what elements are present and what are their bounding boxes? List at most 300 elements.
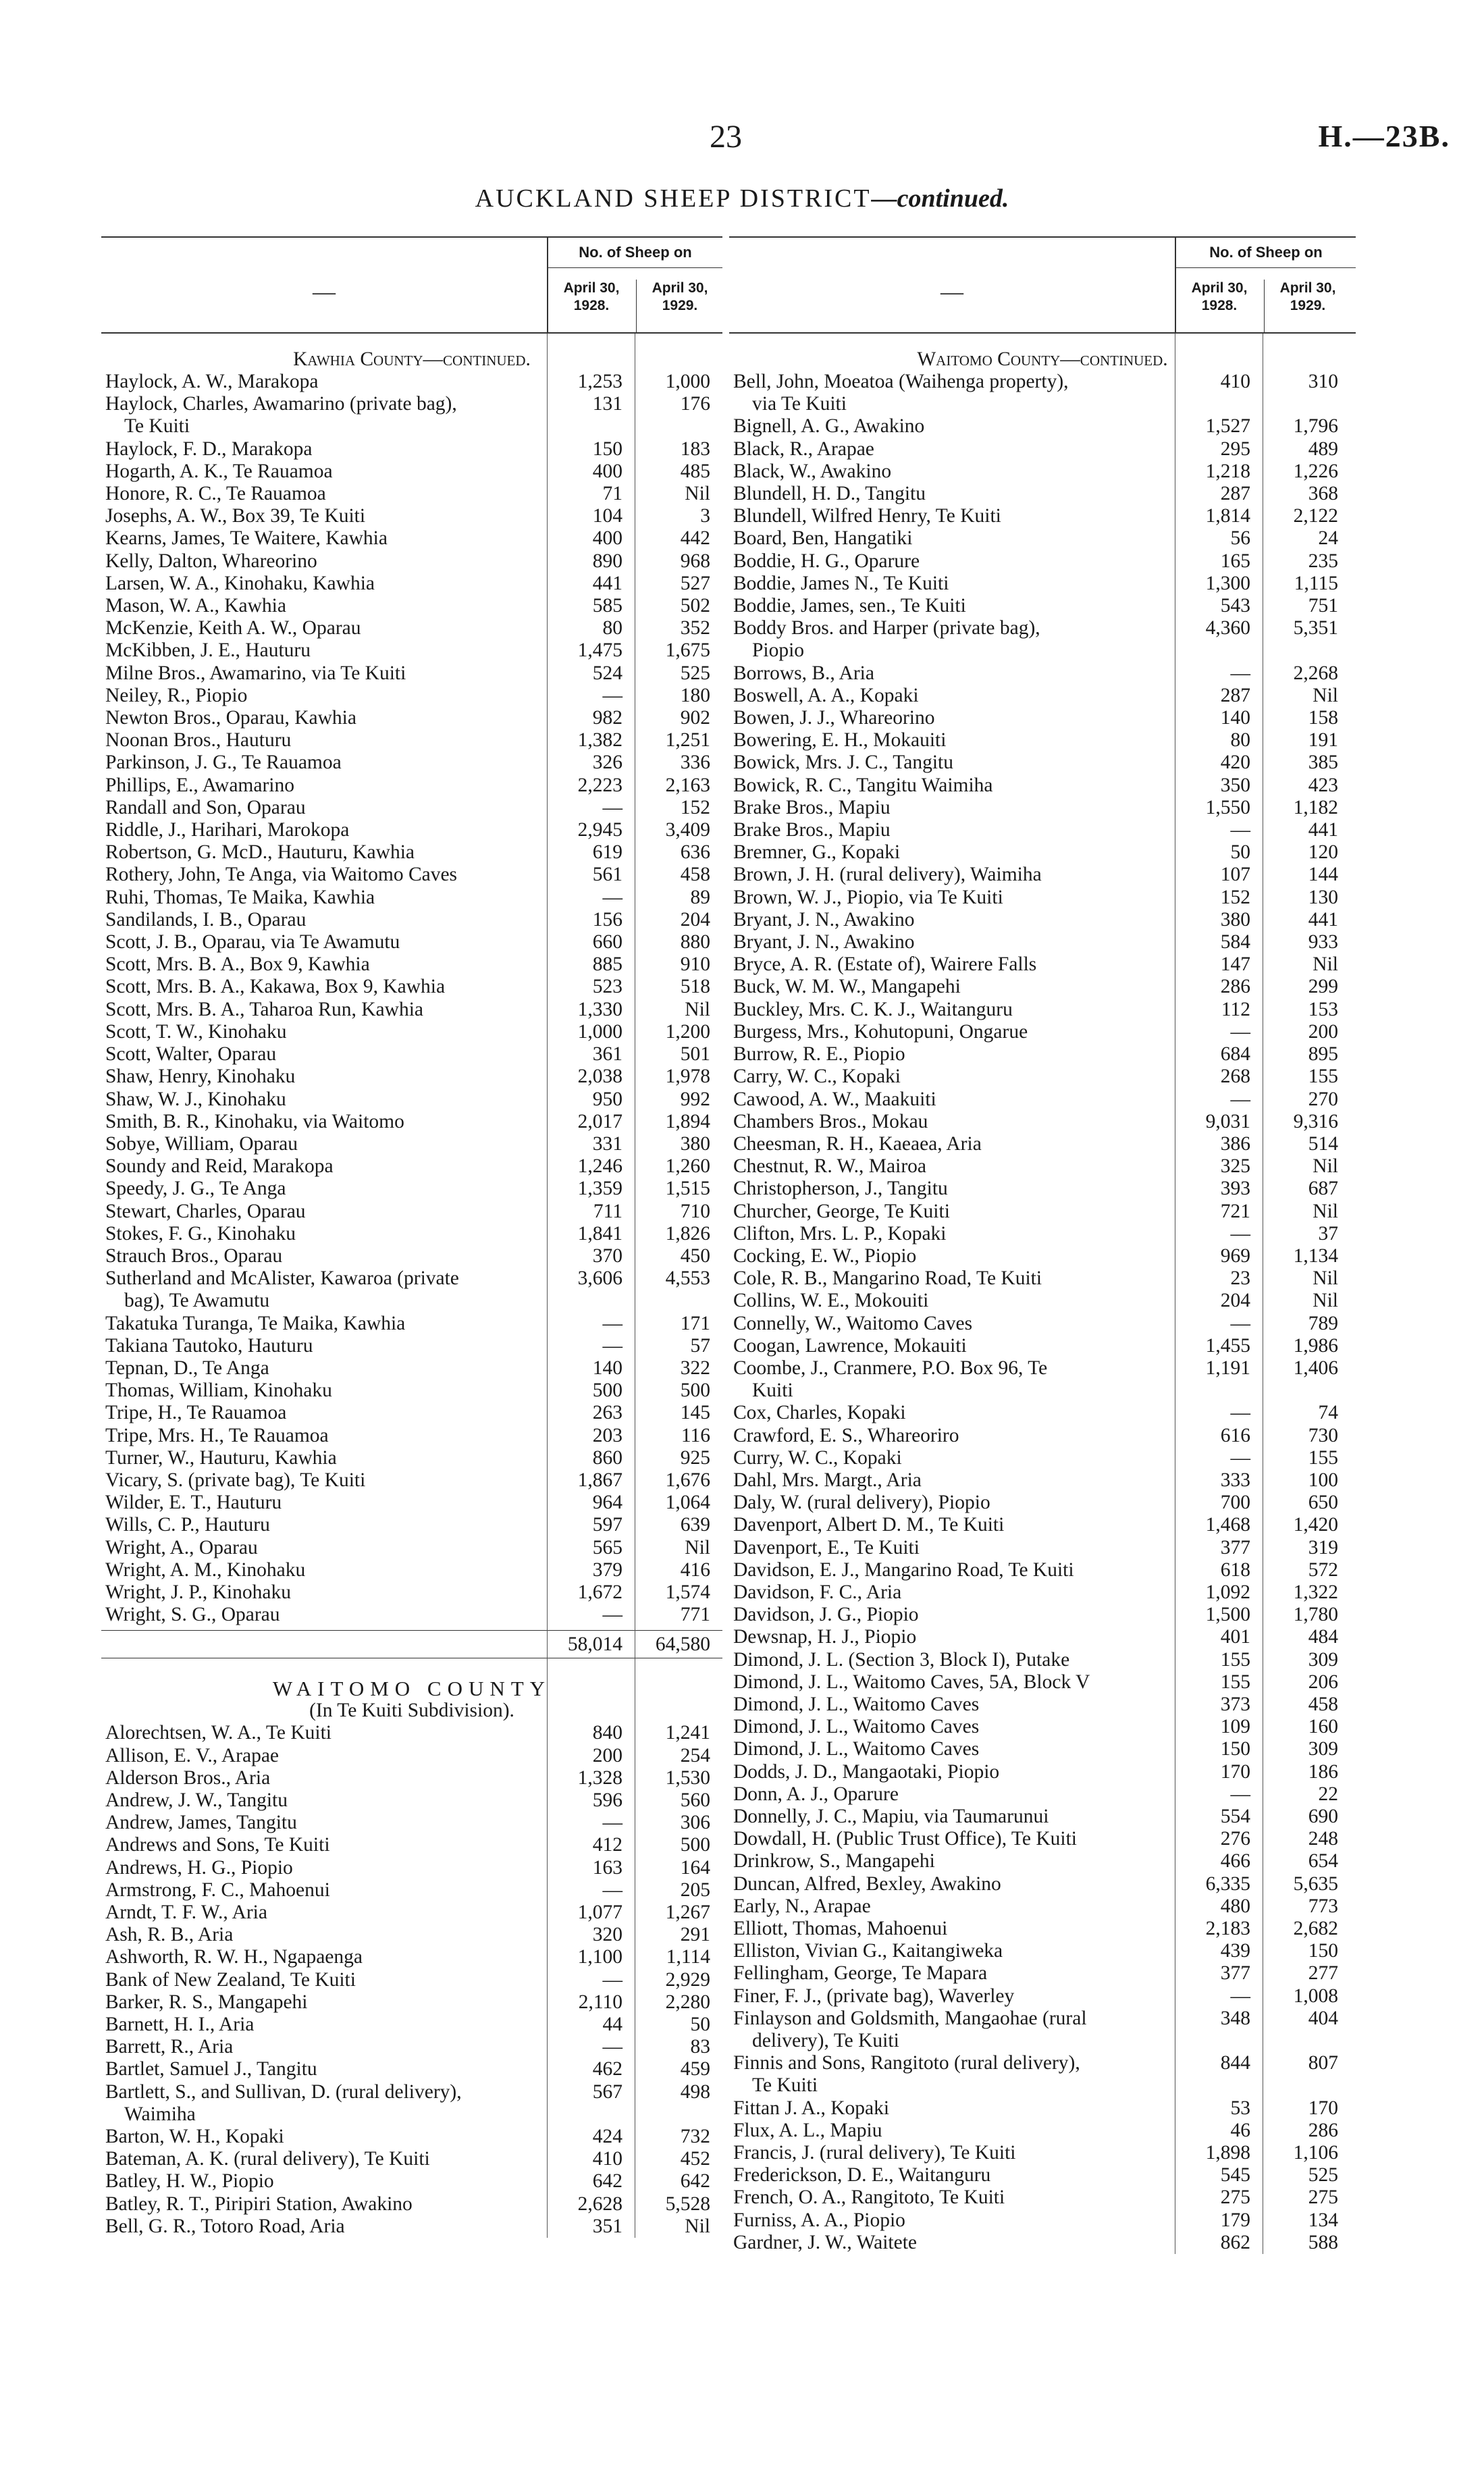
owner-name: Scott, Walter, Oparau [105, 1043, 277, 1066]
owner-name: Strauch Bros., Oparau [105, 1244, 283, 1267]
sheep-1929: 2,122 [1293, 505, 1338, 527]
total-1928: 58,014 [567, 1633, 622, 1656]
owner-name: Board, Ben, Hangatiki [733, 527, 913, 550]
sheep-1928: 373 [1220, 1693, 1250, 1715]
owner-name: Blundell, H. D., Tangitu [733, 483, 926, 505]
table-row [101, 887, 722, 909]
sheep-1928: 584 [1220, 931, 1250, 953]
owner-name: French, O. A., Rangitoto, Te Kuiti [733, 2186, 1005, 2209]
sheep-1928: 165 [1220, 550, 1250, 572]
sheep-1929: 500 [680, 1834, 710, 1856]
table-row [101, 1223, 722, 1245]
sheep-1928: — [1230, 1446, 1250, 1469]
sheep-1929: 1,796 [1293, 415, 1338, 438]
sheep-1929: 275 [1308, 2186, 1338, 2209]
table-row [729, 1178, 1356, 1200]
sheep-1929: 441 [1308, 908, 1338, 931]
owner-name: Smith, B. R., Kinohaku, via Waitomo [105, 1110, 404, 1132]
sheep-1929: 485 [680, 460, 710, 482]
sheep-1928: 524 [592, 662, 622, 684]
owner-name: Haylock, Charles, Awamarino (private bag), [105, 393, 457, 415]
owner-name: Neiley, R., Piopio [105, 684, 248, 706]
table-row [729, 2030, 1356, 2052]
sheep-1929: 925 [680, 1446, 710, 1469]
sheep-1929: 416 [680, 1558, 710, 1581]
table-row [101, 1812, 722, 1834]
sheep-1929: 968 [680, 550, 710, 572]
sheep-1929: 588 [1308, 2231, 1338, 2253]
sheep-1929: 158 [1308, 707, 1338, 729]
table-row [729, 1402, 1356, 1424]
owner-name: Thomas, William, Kinohaku [105, 1380, 332, 1402]
table-row [729, 1537, 1356, 1559]
sheep-1929: 500 [680, 1380, 710, 1402]
sheep-1929: 116 [681, 1424, 710, 1446]
owner-name: Davidson, E. J., Mangarino Road, Te Kuiti [733, 1558, 1074, 1581]
sheep-1929: 89 [690, 886, 710, 908]
owner-name: Finnis and Sons, Rangitoto (rural delivery), [733, 2052, 1080, 2074]
table-row [101, 775, 722, 797]
kawhia-county-rows [101, 371, 722, 1626]
sheep-1929: 518 [680, 976, 710, 998]
sheep-1929: 306 [680, 1812, 710, 1834]
sheep-1928: 200 [592, 1744, 622, 1766]
table-row [729, 1447, 1356, 1469]
owner-name: Dewsnap, H. J., Piopio [733, 1626, 917, 1648]
waitomo-county-rows [101, 1722, 722, 2238]
sheep-1929: 336 [680, 752, 710, 774]
owner-name: Davenport, Albert D. M., Te Kuiti [733, 1514, 1005, 1536]
owner-name: Milne Bros., Awamarino, via Te Kuiti [105, 662, 406, 684]
sheep-1928: 287 [1220, 483, 1250, 505]
owner-name: Cocking, E. W., Piopio [733, 1244, 917, 1267]
sheep-1928: — [1230, 1312, 1250, 1334]
sheep-1928: — [1230, 1783, 1250, 1805]
table-row [729, 527, 1356, 550]
table-row [729, 1267, 1356, 1290]
owner-name: Batley, R. T., Piripiri Station, Awakino [105, 2193, 413, 2215]
table-row [101, 707, 722, 729]
sheep-1929: 130 [1308, 886, 1338, 908]
table-row [101, 1178, 722, 1200]
owner-name: Haylock, F. D., Marakopa [105, 438, 313, 460]
table-row [101, 1380, 722, 1402]
document-reference: H.—23B. [1318, 119, 1450, 153]
sheep-1929: 484 [1308, 1626, 1338, 1648]
owner-name: Barker, R. S., Mangapehi [105, 1991, 308, 2013]
sheep-1928: 1,218 [1205, 460, 1250, 482]
owner-name: Te Kuiti [752, 2074, 818, 2097]
sheep-1928: 1,550 [1205, 796, 1250, 818]
table-row [729, 2232, 1356, 2254]
owner-name: Ruhi, Thomas, Te Maika, Kawhia [105, 886, 375, 908]
sheep-1929: 636 [680, 841, 710, 864]
table-row [101, 1245, 722, 1267]
owner-name: Scott, Mrs. B. A., Box 9, Kawhia [105, 953, 370, 976]
table-row [101, 639, 722, 662]
sheep-1928: 1,246 [577, 1155, 622, 1178]
owner-name: Scott, Mrs. B. A., Kakawa, Box 9, Kawhia [105, 976, 446, 998]
owner-name: Bell, John, Moeatoa (Waihenga property), [733, 371, 1069, 392]
sheep-1928: — [602, 684, 622, 706]
sheep-1929: 902 [680, 707, 710, 729]
sheep-1929: 1,978 [665, 1066, 710, 1088]
sheep-1928: 424 [592, 2126, 622, 2148]
table-row [101, 2216, 722, 2238]
owner-name: delivery), Te Kuiti [752, 2030, 899, 2052]
sheep-1928: 23 [1230, 1267, 1250, 1290]
sheep-1929: 186 [1308, 1760, 1338, 1783]
sheep-1929: Nil [1313, 1267, 1338, 1290]
owner-name: Wilder, E. T., Hauturu [105, 1492, 282, 1514]
owner-name: Elliott, Thomas, Mahoenui [733, 1918, 948, 1940]
sheep-1929: 654 [1308, 1850, 1338, 1872]
sheep-1929: Nil [685, 1536, 710, 1558]
owner-name: Daly, W. (rural delivery), Piopio [733, 1492, 990, 1514]
owner-name: Bateman, A. K. (rural delivery), Te Kuiti [105, 2148, 430, 2170]
table-row [101, 1559, 722, 1581]
table-row [729, 1761, 1356, 1783]
table-row [729, 1469, 1356, 1492]
sheep-1929: 560 [680, 1789, 710, 1811]
sheep-1928: 554 [1220, 1806, 1250, 1827]
table-row [729, 2209, 1356, 2232]
sheep-1929: 751 [1308, 595, 1338, 617]
owner-name: Larsen, W. A., Kinohaku, Kawhia [105, 572, 375, 594]
sheep-1928: 150 [1220, 1738, 1250, 1760]
sheep-1929: 1,267 [665, 1902, 710, 1923]
sheep-1928: — [602, 1334, 622, 1357]
sheep-1928: 616 [1220, 1424, 1250, 1446]
table-row [101, 2081, 722, 2103]
sheep-1928: 1,527 [1205, 415, 1250, 438]
sheep-1929: 1,000 [665, 371, 710, 392]
sheep-1928: 333 [1220, 1469, 1250, 1491]
right-table-body [729, 334, 1356, 2254]
table-row [101, 1447, 722, 1469]
sheep-1928: — [602, 1879, 622, 1901]
sheep-1929: 992 [680, 1088, 710, 1110]
sheep-1928: 263 [592, 1402, 622, 1424]
owner-name: Blundell, Wilfred Henry, Te Kuiti [733, 505, 1001, 527]
sheep-1928: 2,017 [577, 1110, 622, 1132]
table-row [729, 1313, 1356, 1335]
owner-name: Black, W., Awakino [733, 460, 892, 482]
sheep-1928: 1,841 [577, 1222, 622, 1244]
sheep-1928: 361 [592, 1043, 622, 1066]
owner-name: Honore, R. C., Te Rauamoa [105, 483, 326, 505]
sheep-1929: 153 [1308, 998, 1338, 1020]
sheep-1929: 1,008 [1293, 1985, 1338, 2007]
sheep-1928: 860 [592, 1446, 622, 1469]
table-row [729, 1201, 1356, 1223]
sheep-1928: 711 [593, 1200, 622, 1222]
owner-name: Bowick, Mrs. J. C., Tangitu [733, 752, 953, 774]
sheep-1929: 160 [1308, 1716, 1338, 1738]
sheep-1929: 732 [680, 2126, 710, 2148]
owner-name: Dimond, J. L. (Section 3, Block I), Putake [733, 1648, 1070, 1671]
sheep-1928: 1,191 [1205, 1357, 1250, 1379]
owner-name: Wright, A. M., Kinohaku [105, 1558, 306, 1581]
sheep-1928: 50 [1230, 841, 1250, 864]
owner-name: Sobye, William, Oparau [105, 1132, 298, 1155]
page-number: 23 [710, 119, 742, 155]
county-totals [101, 1630, 722, 1658]
table-row [101, 1745, 722, 1767]
sheep-1929: 368 [1308, 483, 1338, 505]
sheep-1929: 319 [1308, 1536, 1338, 1558]
sheep-1929: 2,268 [1293, 662, 1338, 684]
owner-name: Fittan J. A., Kopaki [733, 2097, 890, 2119]
sheep-1928: 2,223 [577, 774, 622, 796]
table-row [729, 729, 1356, 752]
table-row [729, 1985, 1356, 2008]
owner-name: Vicary, S. (private bag), Te Kuiti [105, 1469, 366, 1491]
owner-name: Haylock, A. W., Marakopa [105, 371, 319, 392]
owner-name: Clifton, Mrs. L. P., Kopaki [733, 1222, 947, 1244]
table-row [729, 864, 1356, 886]
owner-name: Allison, E. V., Arapae [105, 1744, 280, 1766]
owner-name: Crawford, E. S., Whareoriro [733, 1424, 959, 1446]
table-row [729, 1850, 1356, 1872]
sheep-1928: 441 [592, 572, 622, 594]
owner-name: Burrow, R. E., Piopio [733, 1043, 905, 1066]
sheep-1929: 1,676 [665, 1469, 710, 1491]
sheep-1928: 379 [592, 1558, 622, 1581]
table-row [729, 1626, 1356, 1648]
owner-name: Coombe, J., Cranmere, P.O. Box 96, Te [733, 1357, 1048, 1379]
owner-name: Dahl, Mrs. Margt., Aria [733, 1469, 922, 1491]
sheep-1928: 320 [592, 1924, 622, 1946]
sheep-1929: 24 [1318, 527, 1338, 550]
table-row [729, 1492, 1356, 1514]
owner-name: Chestnut, R. W., Mairoa [733, 1155, 926, 1178]
owner-name: Boddie, James N., Te Kuiti [733, 572, 949, 594]
sheep-1929: 458 [680, 864, 710, 886]
owner-name: Sutherland and McAlister, Kawaroa (private [105, 1267, 459, 1290]
owner-name: Te Kuiti [124, 415, 190, 438]
table-row [729, 1694, 1356, 1716]
table-row [101, 1537, 722, 1559]
sheep-1928: 140 [592, 1357, 622, 1379]
table-row [101, 1991, 722, 2014]
owner-name: Batley, H. W., Piopio [105, 2170, 274, 2193]
table-row [101, 1722, 722, 1744]
sheep-1928: — [1230, 1222, 1250, 1244]
owner-name: Wright, A., Oparau [105, 1536, 258, 1558]
owner-name: Francis, J. (rural delivery), Te Kuiti [733, 2142, 1016, 2164]
sheep-1929: 525 [680, 662, 710, 684]
sheep-1929: 458 [1308, 1693, 1338, 1715]
owner-name: Noonan Bros., Hauturu [105, 729, 292, 752]
owner-name: bag), Te Awamutu [124, 1290, 270, 1312]
table-row [101, 550, 722, 573]
owner-name: Bignell, A. G., Awakino [733, 415, 925, 438]
sheep-1929: 5,528 [665, 2193, 710, 2215]
sheep-1929: 1,406 [1293, 1357, 1338, 1379]
table-row [729, 1716, 1356, 1738]
sheep-1928: 2,183 [1205, 1918, 1250, 1940]
owner-name: Alderson Bros., Aria [105, 1766, 271, 1789]
owner-name: Carry, W. C., Kopaki [733, 1066, 901, 1088]
sheep-1928: 326 [592, 752, 622, 774]
table-row [729, 1335, 1356, 1357]
sheep-1929: 1,114 [666, 1946, 710, 1968]
sheep-1929: 423 [1308, 774, 1338, 796]
sheep-1929: Nil [1313, 1290, 1338, 1312]
table-row [729, 775, 1356, 797]
page-title [0, 184, 1484, 213]
sheep-1929: 501 [680, 1043, 710, 1066]
sheep-1928: 80 [1230, 729, 1250, 752]
owner-name: Cawood, A. W., Maakuiti [733, 1088, 936, 1110]
table-row [729, 1671, 1356, 1694]
table-row [101, 573, 722, 595]
sheep-1929: 933 [1308, 931, 1338, 953]
sheep-1929: 730 [1308, 1424, 1338, 1446]
owner-name: Curry, W. C., Kopaki [733, 1446, 902, 1469]
owner-name: Duncan, Alfred, Bexley, Awakino [733, 1872, 1001, 1895]
table-row [101, 483, 722, 505]
owner-name: Christopherson, J., Tangitu [733, 1178, 948, 1200]
sheep-1928: 721 [1220, 1200, 1250, 1222]
owner-name: Takatuka Turanga, Te Maika, Kawhia [105, 1312, 406, 1334]
owner-name: Tripe, Mrs. H., Te Rauamoa [105, 1424, 329, 1446]
owner-name: Buckley, Mrs. C. K. J., Waitanguru [733, 998, 1013, 1020]
table-row [101, 841, 722, 864]
sheep-1928: 377 [1220, 1536, 1250, 1558]
sheep-1929: 3,409 [665, 819, 710, 841]
table-row [729, 1021, 1356, 1043]
owner-name: Bowen, J. J., Whareorino [733, 707, 935, 729]
sheep-1928: 597 [592, 1514, 622, 1536]
table-row [101, 1857, 722, 1879]
table-row [729, 887, 1356, 909]
owner-name: McKenzie, Keith A. W., Oparau [105, 617, 361, 639]
table-row [101, 1834, 722, 1856]
owner-name: Collins, W. E., Mokouiti [733, 1290, 929, 1312]
sheep-1929: 286 [1308, 2119, 1338, 2141]
owner-name: Churcher, George, Te Kuiti [733, 1200, 950, 1222]
owner-name: Shaw, W. J., Kinohaku [105, 1088, 286, 1110]
owner-name: Tripe, H., Te Rauamoa [105, 1402, 287, 1424]
sheep-1928: 46 [1230, 2119, 1250, 2141]
sheep-1928: 286 [1220, 976, 1250, 998]
owner-name: Alorechtsen, W. A., Te Kuiti [105, 1722, 332, 1744]
owner-name: Wills, C. P., Hauturu [105, 1514, 270, 1536]
sheep-1929: 309 [1308, 1738, 1338, 1760]
sheep-1928: 1,468 [1205, 1514, 1250, 1536]
sheep-1929: 450 [680, 1244, 710, 1267]
table-row [101, 1335, 722, 1357]
sheep-1928: 295 [1220, 438, 1250, 460]
sheep-1928: 412 [592, 1834, 622, 1856]
page-title-continued: —continued. [871, 184, 1009, 213]
owner-name: Takiana Tautoko, Hauturu [105, 1334, 313, 1357]
owner-name: Bremner, G., Kopaki [733, 841, 901, 864]
sheep-1928: 964 [592, 1492, 622, 1514]
table-row [729, 2186, 1356, 2209]
sheep-1929: 1,200 [665, 1020, 710, 1043]
table-row [101, 976, 722, 998]
table-row [729, 841, 1356, 864]
sheep-1928: 325 [1220, 1155, 1250, 1178]
sheep-1928: 1,359 [577, 1178, 622, 1200]
sheep-1929: Nil [1313, 1200, 1338, 1222]
sheep-1928: 150 [592, 438, 622, 460]
table-row [101, 1924, 722, 1946]
sheep-1928: 350 [1220, 774, 1250, 796]
table-row [101, 931, 722, 953]
owner-name: Cox, Charles, Kopaki [733, 1402, 906, 1424]
sheep-1929: 642 [680, 2170, 710, 2193]
owner-name: Bryce, A. R. (Estate of), Wairere Falls [733, 953, 1037, 976]
sheep-1929: 277 [1308, 1962, 1338, 1985]
sheep-1928: 596 [592, 1789, 622, 1811]
owner-name: Dowdall, H. (Public Trust Office), Te Kuiti [733, 1828, 1077, 1850]
sheep-1928: 351 [592, 2215, 622, 2237]
sheep-1929: 5,351 [1293, 617, 1338, 639]
owner-name: Borrows, B., Aria [733, 662, 874, 684]
table-row [101, 1155, 722, 1178]
sheep-1928: 268 [1220, 1066, 1250, 1088]
sheep-1928: 1,300 [1205, 572, 1250, 594]
owner-name: Boswell, A. A., Kopaki [733, 684, 919, 706]
owner-name: Tepnan, D., Te Anga [105, 1357, 269, 1379]
owner-name: Andrews and Sons, Te Kuiti [105, 1834, 330, 1856]
sheep-1929: 452 [680, 2148, 710, 2170]
owner-name: Barnett, H. I., Aria [105, 2014, 255, 2036]
table-row [729, 1940, 1356, 1962]
table-row [729, 1290, 1356, 1312]
table-row [729, 1043, 1356, 1066]
sheep-1928: 565 [592, 1536, 622, 1558]
owner-name: Bowick, R. C., Tangitu Waimiha [733, 774, 993, 796]
sheep-1929: 191 [1308, 729, 1338, 752]
owner-name: Mason, W. A., Kawhia [105, 595, 286, 617]
owner-name: Flux, A. L., Mapiu [733, 2119, 882, 2141]
sheep-1928: 1,475 [577, 639, 622, 662]
owner-name: Sandilands, I. B., Oparau [105, 908, 307, 931]
table-row [101, 1946, 722, 1968]
sheep-1929: 807 [1308, 2052, 1338, 2074]
owner-name: Early, N., Arapae [733, 1895, 871, 1917]
sheep-1929: 22 [1318, 1783, 1338, 1805]
sheep-1929: 895 [1308, 1043, 1338, 1066]
owner-name: Armstrong, F. C., Mahoenui [105, 1879, 330, 1901]
owner-name: Turner, W., Hauturu, Kawhia [105, 1446, 337, 1469]
sheep-1929: 9,316 [1293, 1110, 1338, 1132]
owner-name: Brake Bros., Mapiu [733, 819, 891, 841]
owner-name: Brown, J. H. (rural delivery), Waimiha [733, 864, 1042, 886]
sheep-1928: — [602, 1968, 622, 1991]
owner-name: Davidson, J. G., Piopio [733, 1604, 919, 1626]
sheep-1929: 459 [680, 2058, 710, 2080]
owner-name: Brown, W. J., Piopio, via Te Kuiti [733, 886, 1003, 908]
owner-name: Fellingham, George, Te Mapara [733, 1962, 988, 1985]
sheep-1928: 112 [1221, 998, 1250, 1020]
table-row [729, 415, 1356, 438]
sheep-1928: 466 [1220, 1850, 1250, 1872]
sheep-1929: 2,163 [665, 774, 710, 796]
sheep-1929: 1,241 [665, 1722, 710, 1744]
owner-name: Waimiha [124, 2103, 196, 2125]
sheep-1928: 331 [592, 1132, 622, 1155]
sheep-1929: 74 [1318, 1402, 1338, 1424]
owner-name: Dimond, J. L., Waitomo Caves [733, 1738, 980, 1760]
sheep-1929: 380 [680, 1132, 710, 1155]
sheep-1929: Nil [685, 483, 710, 505]
